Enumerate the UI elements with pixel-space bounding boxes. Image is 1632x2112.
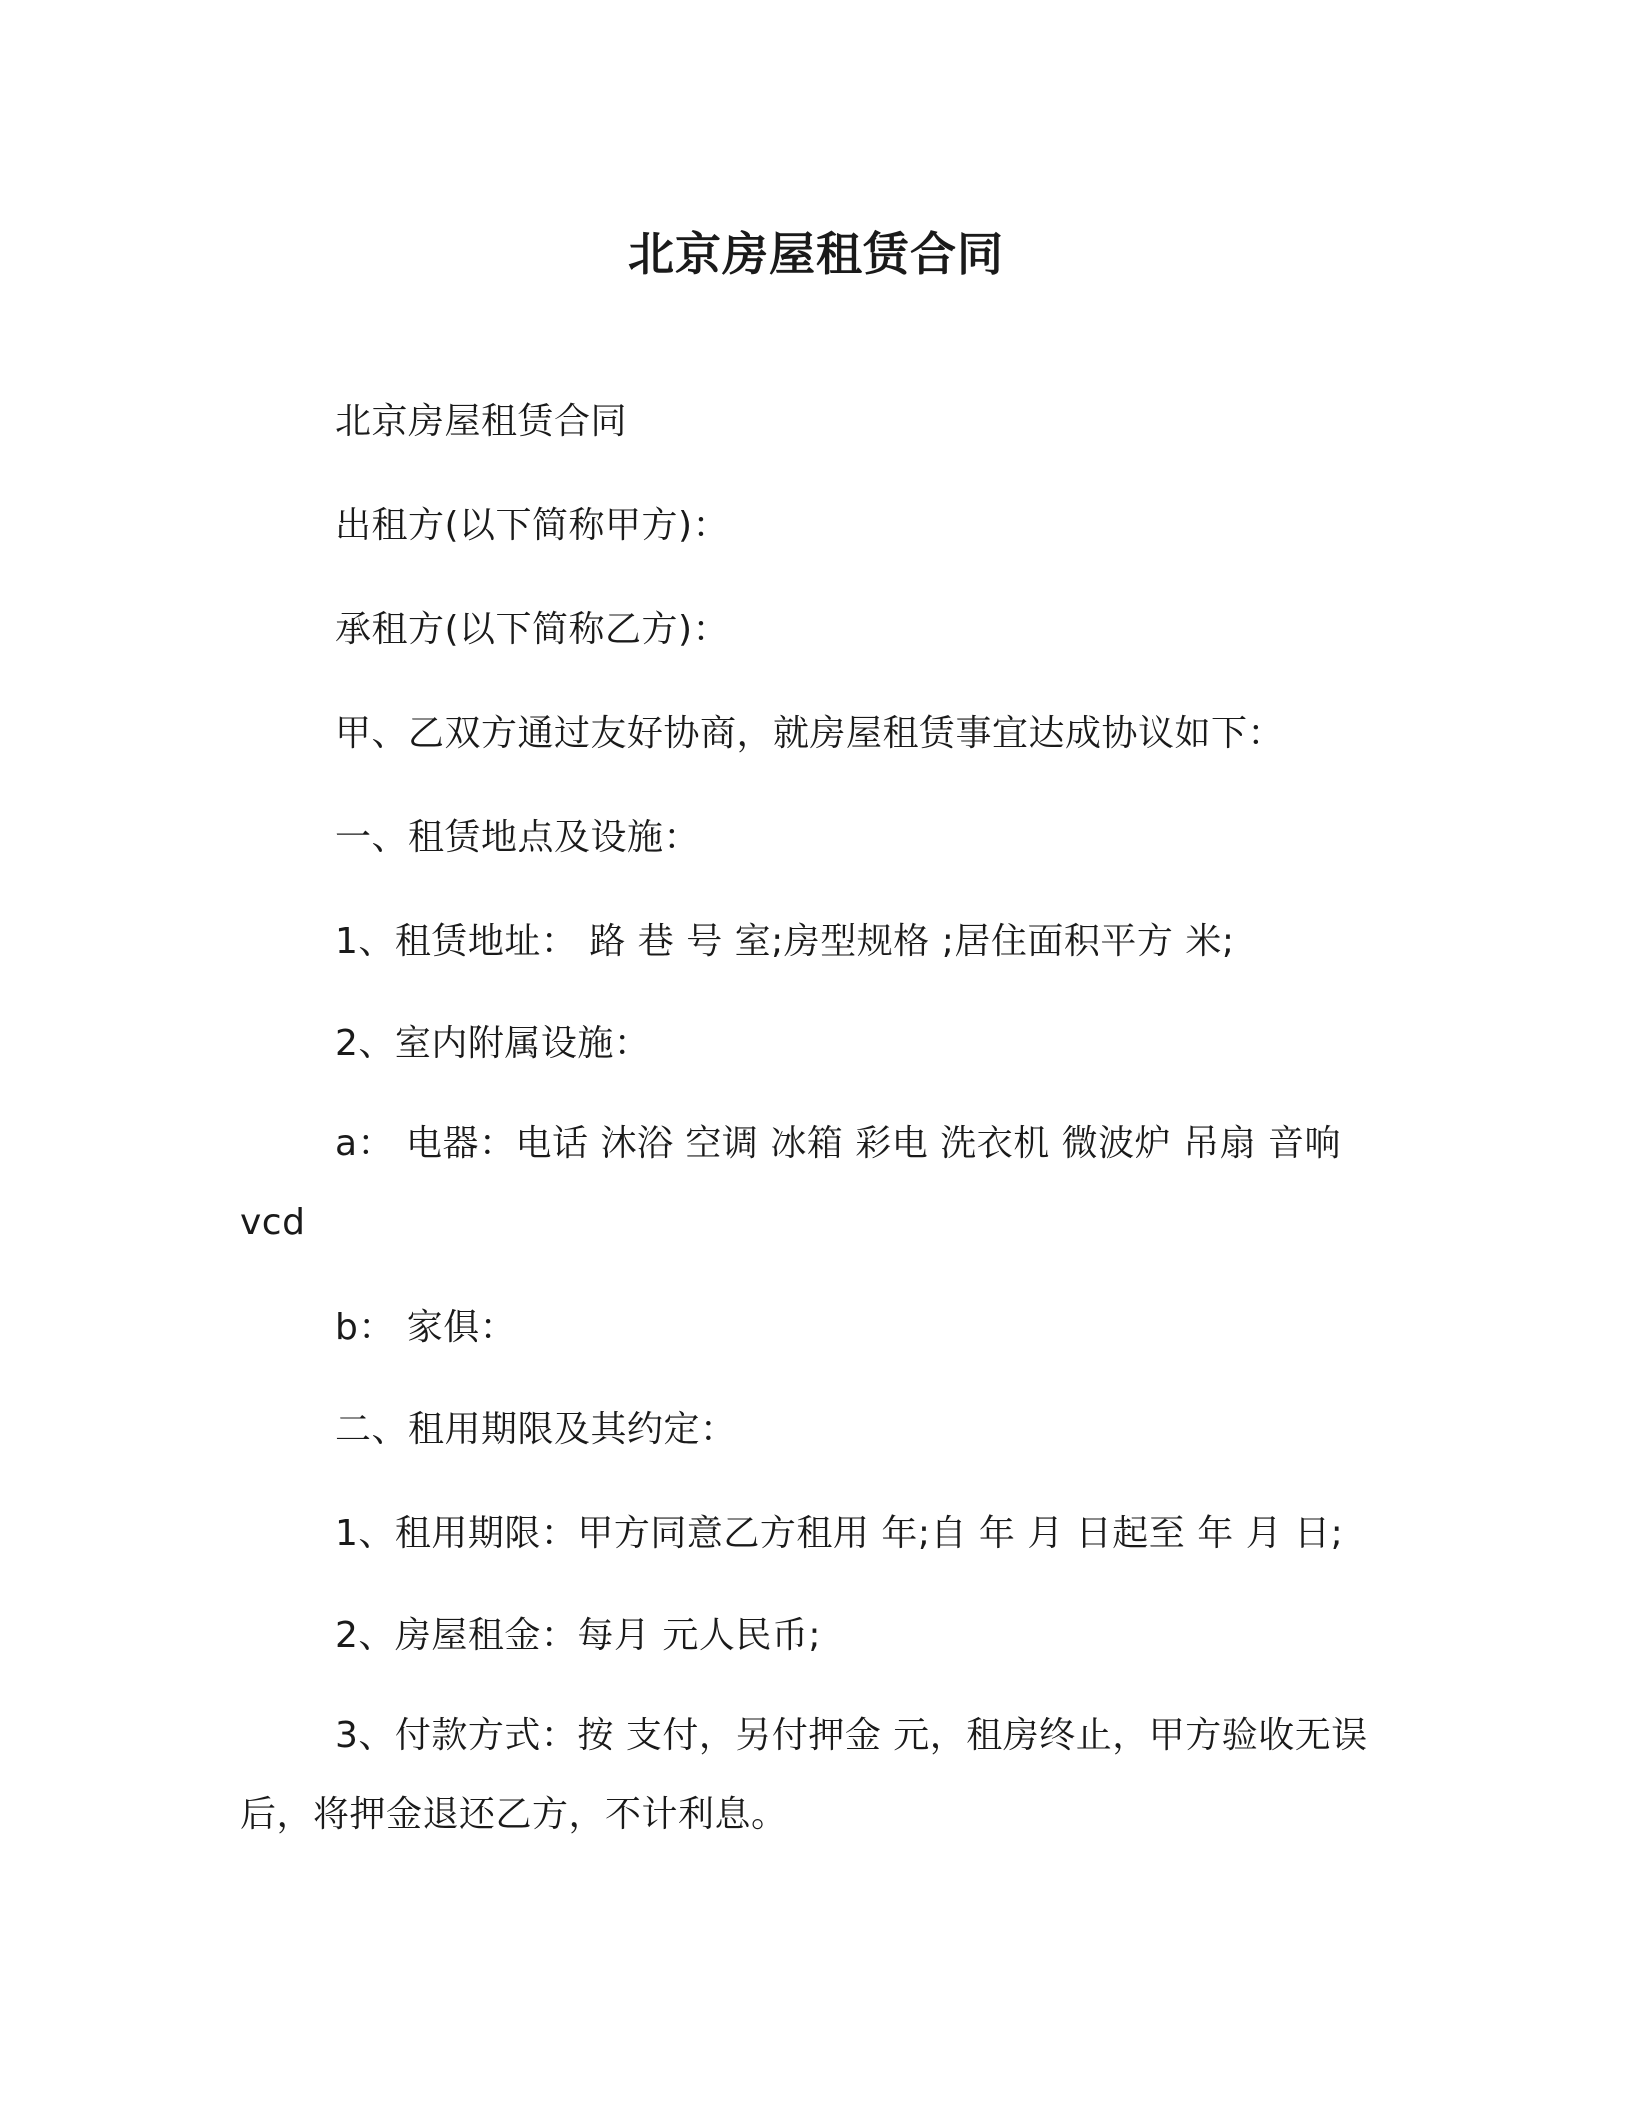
section-heading-term: 二、租用期限及其约定： <box>335 1409 737 1450</box>
paragraph-lessee: 承租方(以下简称乙方)： <box>335 609 730 650</box>
paragraph-payment-line2: 后，将押金退还乙方，不计利息。 <box>240 1794 788 1835</box>
paragraph-appliances-line2: vcd <box>240 1202 306 1243</box>
paragraph-furniture: b： 家俱： <box>335 1307 517 1348</box>
paragraph-appliances <box>240 1104 1380 1262</box>
paragraph-facilities: 2、室内附属设施： <box>335 1023 651 1064</box>
paragraph-payment-line1: 3、付款方式：按 支付，另付押金 元，租房终止，甲方验收无误 <box>335 1715 1368 1756</box>
paragraph-appliances-line1: a： 电器：电话 沐浴 空调 冰箱 彩电 洗衣机 微波炉 吊扇 音响 <box>335 1123 1342 1164</box>
paragraph-lease-term: 1、租用期限：甲方同意乙方租用 年;自 年 月 日起至 年 月 日; <box>335 1513 1344 1554</box>
paragraph-subtitle: 北京房屋租赁合同 <box>335 401 628 442</box>
section-heading-location: 一、租赁地点及设施： <box>335 817 701 858</box>
paragraph-payment <box>240 1696 1380 1854</box>
paragraph-rent: 2、房屋租金：每月 元人民币; <box>335 1615 821 1656</box>
paragraph-agreement-intro: 甲、乙双方通过友好协商，就房屋租赁事宜达成协议如下： <box>335 713 1285 754</box>
document-title: 北京房屋租赁合同 <box>628 227 1004 281</box>
paragraph-rental-address: 1、租赁地址： 路 巷 号 室;房型规格 ;居住面积平方 米; <box>335 921 1235 962</box>
paragraph-lessor: 出租方(以下简称甲方)： <box>335 505 730 546</box>
